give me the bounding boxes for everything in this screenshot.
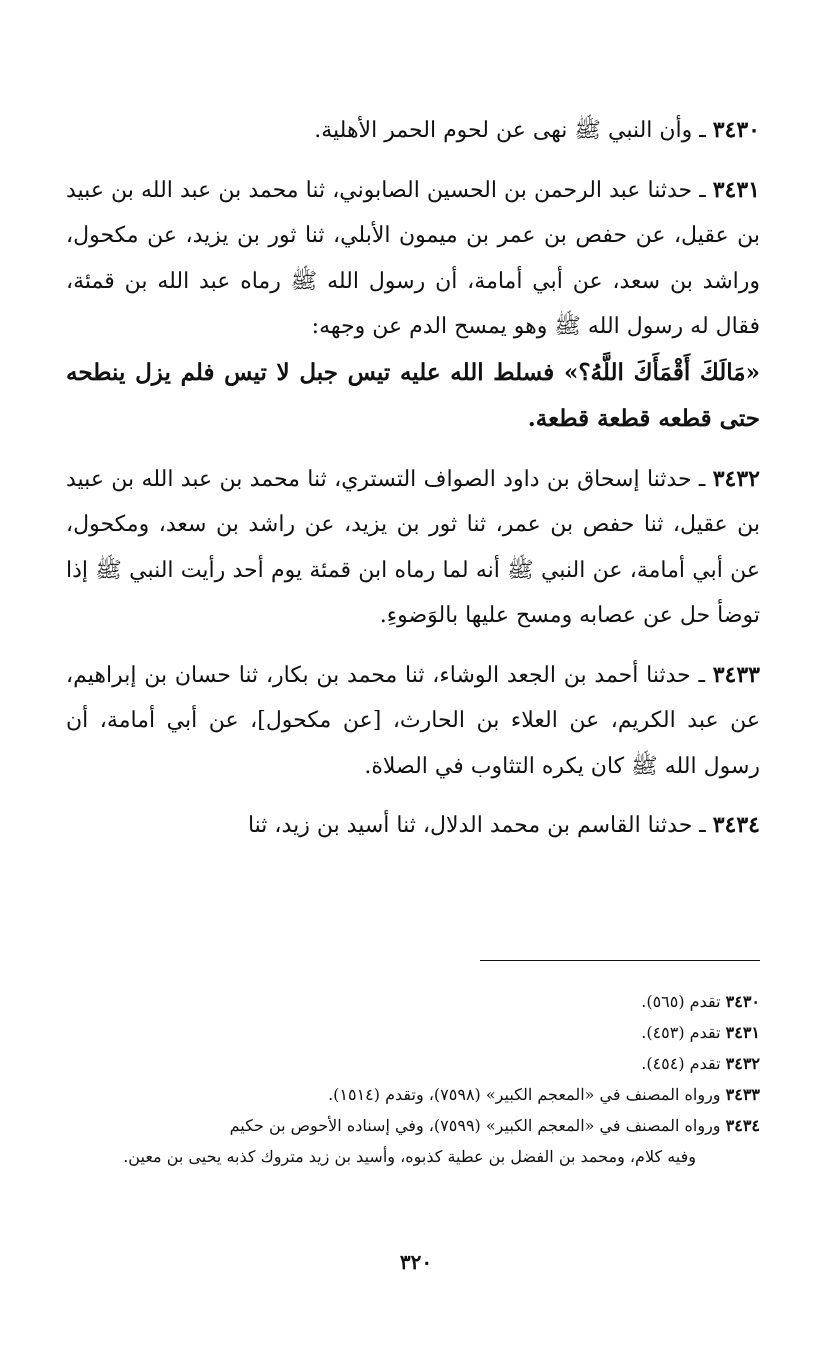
hadith-dash: ـ	[692, 177, 713, 203]
hadith-3433	[66, 653, 760, 790]
footnote-3433	[66, 1079, 760, 1110]
hadith-number: ٣٤٣١	[712, 176, 760, 203]
footnote-3430	[66, 986, 760, 1017]
footnote-3434	[66, 1110, 760, 1141]
footnote-text: ورواه المصنف في «المعجم الكبير» (٧٥٩٨)، وتقدم (١٥١٤).	[328, 1085, 721, 1104]
hadith-dash: ـ	[692, 118, 713, 143]
page-number: ٣٢٠	[399, 1250, 433, 1274]
footnote-number: ٣٤٣٣	[725, 1085, 760, 1104]
footnotes	[66, 986, 760, 1172]
footnote-text: تقدم (٤٥٣).	[641, 1023, 721, 1042]
hadith-dash: ـ	[691, 466, 713, 492]
hadith-text: حدثنا أحمد بن الجعد الوشاء، ثنا محمد بن بكار، ثنا حسان بن إبراهيم، عن عبد الكريم، عن العلاء بن الحارث، [عن مكحول]، عن أبي أمامة، أن رسول الله ﷺ كان يكره التثاوب في الصلاة.	[66, 662, 760, 779]
hadith-dash: ـ	[690, 662, 713, 688]
hadith-3432	[66, 457, 760, 639]
hadith-text: حدثنا إسحاق بن داود الصواف التستري، ثنا محمد بن عبد الله بن عبيد بن عقيل، ثنا حفص بن عمر، ثنا ثور بن يزيد، عن راشد بن سعد، ومكحول، عن أبي أمامة، عن النبي ﷺ أنه لما رماه ابن قمئة يوم أحد رأيت النبي ﷺ إذا توضأ حل عن عصابه ومسح عليها بالوَضوءِ.	[66, 466, 760, 628]
hadith-dash: ـ	[692, 813, 713, 838]
hadith-3430	[66, 108, 760, 154]
footnote-text: تقدم (٤٥٤).	[641, 1054, 721, 1073]
hadith-text: وأن النبي ﷺ نهى عن لحوم الحمر الأهلية.	[314, 118, 693, 143]
hadith-number: ٣٤٣٤	[712, 812, 760, 838]
hadith-3431	[66, 168, 760, 443]
main-text	[66, 108, 760, 849]
footnote-number: ٣٤٣٤	[725, 1116, 760, 1135]
footnote-divider	[480, 960, 760, 961]
hadith-bold-text: «مَالَكَ أَقْمَأَكَ اللَّهُ؟» فسلط الله عليه تيس جبل لا تيس فلم يزل ينطحه حتى قطعه قطعة قطعة.	[66, 358, 760, 432]
footnote-number: ٣٤٣١	[725, 1023, 760, 1042]
hadith-number: ٣٤٣٠	[712, 117, 760, 143]
hadith-number: ٣٤٣٢	[712, 465, 760, 492]
hadith-3434	[66, 803, 760, 849]
footnote-text: ورواه المصنف في «المعجم الكبير» (٧٥٩٩)، وفي إسناده الأحوص بن حكيم	[229, 1116, 721, 1135]
footnote-3434-continuation: وفيه كلام، ومحمد بن الفضل بن عطية كذبوه، وأسيد بن زيد متروك كذبه يحيى بن معين.	[123, 1147, 696, 1166]
footnote-3431	[66, 1017, 760, 1048]
hadith-text: حدثنا القاسم بن محمد الدلال، ثنا أسيد بن زيد، ثنا	[247, 813, 693, 838]
footnote-number: ٣٤٣٢	[725, 1054, 760, 1073]
footnote-text: تقدم (٥٦٥).	[641, 992, 721, 1011]
hadith-text: حدثنا عبد الرحمن بن الحسين الصابوني، ثنا محمد بن عبد الله بن عبيد بن عقيل، عن حفص بن عمر بن ميمون الأبلي، ثنا ثور بن يزيد، عن مكحول، وراشد بن سعد، عن أبي أمامة، أن رسول الله ﷺ رماه عبد الله بن قمئة، فقال له رسول الله ﷺ وهو يمسح الدم عن وجهه:	[66, 177, 760, 339]
hadith-number: ٣٤٣٣	[712, 661, 760, 688]
footnote-number: ٣٤٣٠	[725, 992, 760, 1011]
footnote-3432	[66, 1048, 760, 1079]
